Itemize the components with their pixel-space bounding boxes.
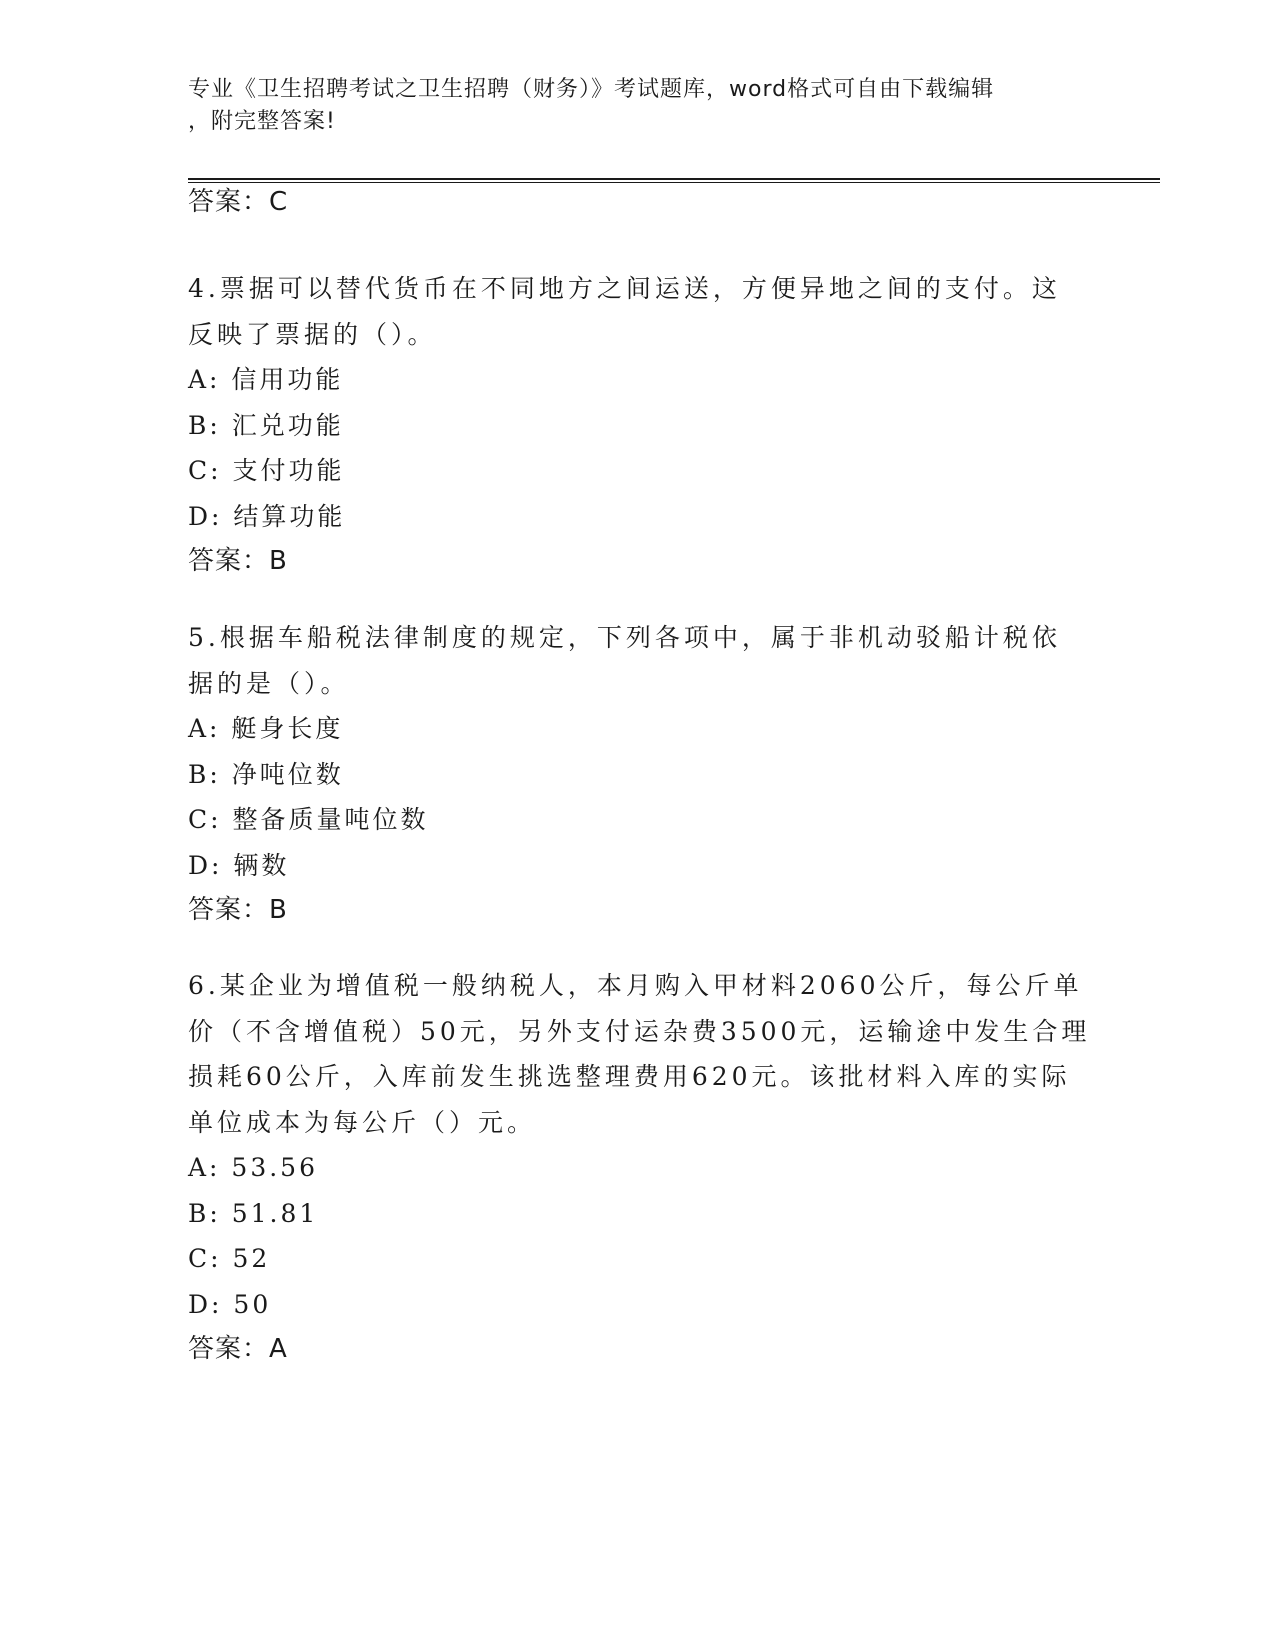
option-b: B: 汇兑功能 [188, 410, 344, 440]
option-b: B: 净吨位数 [188, 759, 344, 789]
question-text-line: 反映了票据的（）。 [188, 319, 437, 349]
question-text-line: 6.某企业为增值税一般纳税人，本月购入甲材料2060公斤，每公斤单 [188, 971, 1083, 1000]
answer-label: 答案：C [188, 187, 289, 217]
option-b: B: 51.81 [188, 1198, 319, 1228]
option-d: D: 50 [188, 1289, 272, 1319]
header-line-1: 专业《卫生招聘考试之卫生招聘（财务）》考试题库，word格式可自由下载编辑 [188, 77, 995, 102]
question-6 [188, 963, 1091, 1373]
question-text-line: 价（不含增值税）50元，另外支付运杂费3500元，运输途中发生合理 [188, 1016, 1091, 1046]
question-text-line: 据的是（）。 [188, 668, 350, 698]
option-a: A: 信用功能 [188, 365, 344, 394]
option-d: D: 结算功能 [188, 501, 346, 531]
option-d: D: 辆数 [188, 850, 290, 880]
answer-label: 答案：B [188, 546, 288, 576]
question-text-line: 4.票据可以替代货币在不同地方之间运送，方便异地之间的支付。这 [188, 274, 1061, 303]
option-a: A: 53.56 [188, 1153, 318, 1182]
question-text-line: 损耗60公斤，入库前发生挑选整理费用620元。该批材料入库的实际 [188, 1062, 1071, 1091]
question-4 [188, 266, 1088, 585]
question-text-line: 单位成本为每公斤（）元。 [188, 1107, 537, 1137]
answer-label: 答案：B [188, 895, 288, 925]
option-c: C: 整备质量吨位数 [188, 805, 429, 834]
question-5 [188, 615, 1088, 934]
option-a: A: 艇身长度 [188, 714, 344, 743]
document-header [188, 74, 1088, 138]
header-line-2: ，附完整答案! [188, 109, 336, 134]
previous-answer-block [188, 180, 1088, 226]
option-c: C: 52 [188, 1244, 271, 1273]
option-c: C: 支付功能 [188, 456, 345, 485]
answer-label: 答案：A [188, 1334, 288, 1364]
question-text-line: 5.根据车船税法律制度的规定，下列各项中，属于非机动驳船计税依 [188, 623, 1061, 652]
